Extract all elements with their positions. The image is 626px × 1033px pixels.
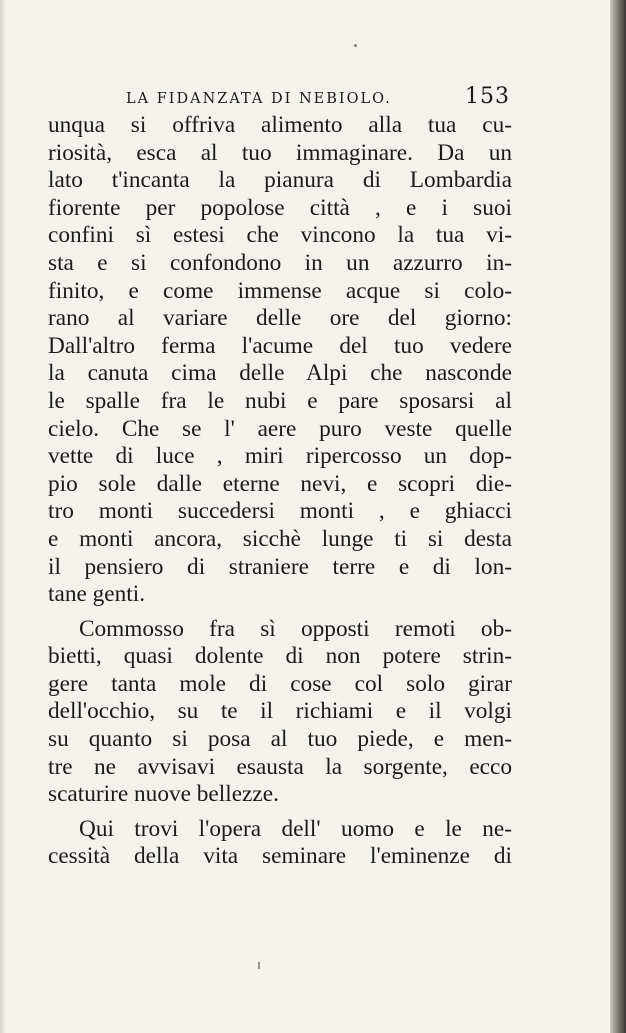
text-line: cessità della vita seminare l'eminenze di <box>48 843 512 870</box>
paragraph <box>48 816 512 871</box>
text-line: rano al variare delle ore del giorno: <box>48 305 512 332</box>
text-line: Qui trovi l'opera dell' uomo e le ne- <box>79 815 512 842</box>
text-line: Dall'altro ferma l'acume del tuo vedere <box>48 332 512 359</box>
text-line: il pensiero di straniere terre e di lon- <box>48 553 512 580</box>
text-line: finito, e come immense acque si colo- <box>48 277 512 304</box>
text-line: tane genti. <box>48 581 146 608</box>
text-line: tro monti succedersi monti , e ghiacci <box>48 498 512 525</box>
text-line: gere tanta mole di cose col solo girar <box>48 670 512 697</box>
text-line: sta e si confondono in un azzurro in- <box>48 249 512 276</box>
running-title: LA FIDANZATA DI NEBIOLO. <box>126 91 392 107</box>
text-line: su quanto si posa al tuo piede, e men- <box>48 726 512 753</box>
text-line: confini sì estesi che vincono la tua vi- <box>48 222 512 249</box>
text-line: tre ne avvisavi esausta la sorgente, ecco <box>48 753 512 780</box>
print-speck <box>258 962 260 969</box>
text-line: Commosso fra sì opposti remoti ob- <box>79 615 512 642</box>
text-line: le spalle fra le nubi e pare sposarsi al <box>48 387 512 414</box>
running-header <box>126 84 510 108</box>
text-line: unqua si offriva alimento alla tua cu- <box>48 112 512 138</box>
text-line: cielo. Che se l' aere puro veste quelle <box>48 415 512 442</box>
text-line: riosità, esca al tuo immaginare. Da un <box>48 139 512 166</box>
body-text <box>48 112 512 871</box>
paragraph <box>48 112 512 609</box>
text-line: bietti, quasi dolente di non potere strin- <box>48 643 512 670</box>
text-line: la canuta cima delle Alpi che nasconde <box>48 360 512 387</box>
page-number: 153 <box>465 84 510 109</box>
page-gutter-shadow <box>0 0 6 1033</box>
print-speck <box>354 44 357 47</box>
paragraph <box>48 616 512 809</box>
text-line: e monti ancora, sicchè lunge ti si desta <box>48 525 512 552</box>
text-line: scaturire nuove bellezze. <box>48 781 279 808</box>
text-line: vette di luce , miri ripercosso un dop- <box>48 443 512 470</box>
text-line: pio sole dalle eterne nevi, e scopri die- <box>48 470 512 497</box>
text-line: fiorente per popolose città , e i suoi <box>48 194 512 221</box>
text-line: lato t'incanta la pianura di Lombardia <box>48 167 512 194</box>
page-edge-shadow <box>610 0 626 1033</box>
text-line: dell'occhio, su te il richiami e il volgi <box>48 698 512 725</box>
